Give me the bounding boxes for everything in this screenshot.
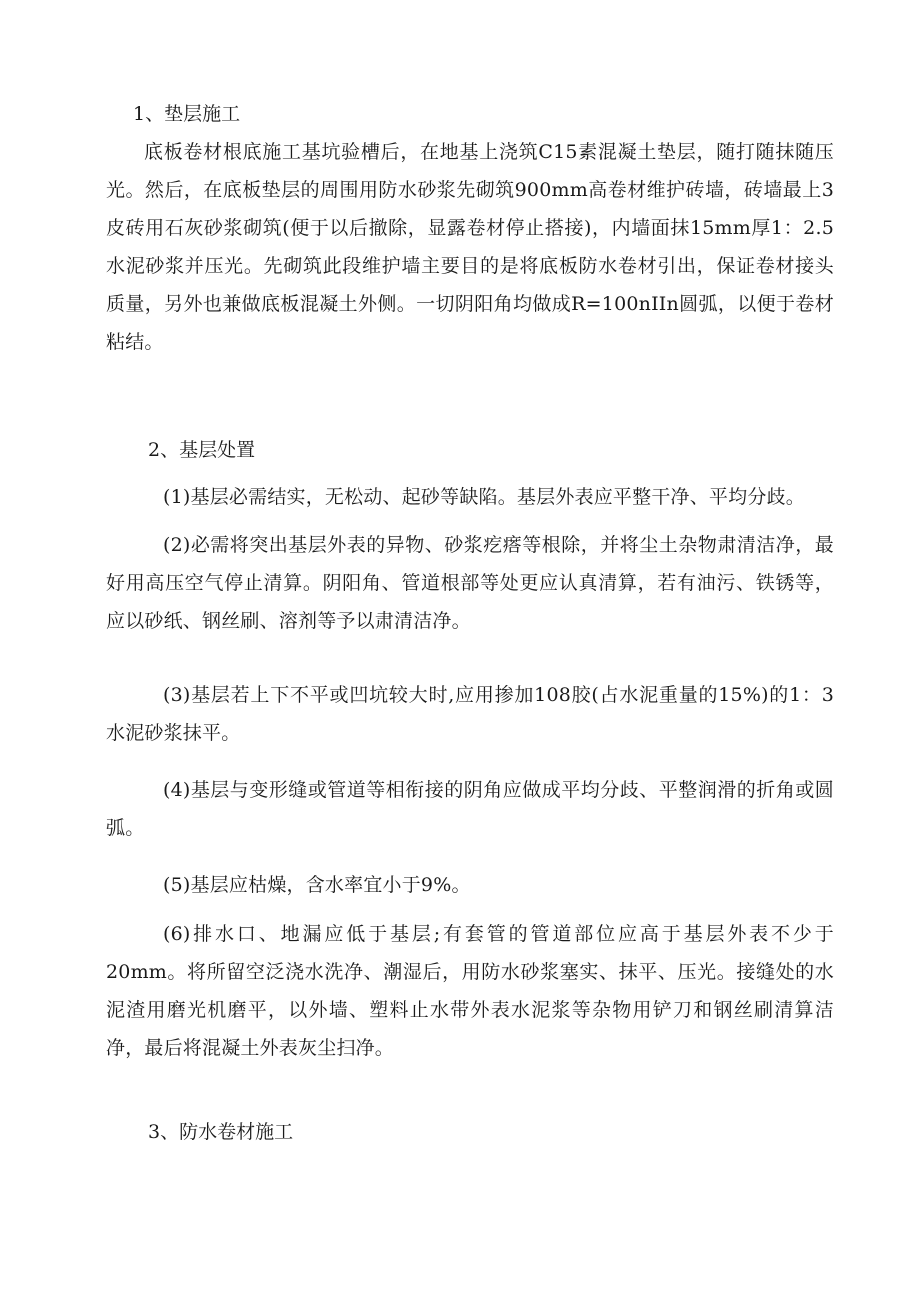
- section2-item-3: (3)基层若上下不平或凹坑较大时,应用掺加108胶(占水泥重量的15%)的1：3水泥砂浆抹平。: [106, 684, 834, 744]
- section2-item-5: (5)基层应枯燥，含水率宜小于9%。: [163, 874, 471, 896]
- section3-heading: 3、防水卷材施工: [148, 1121, 294, 1143]
- section2-item-4: (4)基层与变形缝或管道等相衔接的阴角应做成平均分歧、平整润滑的折角或圆弧。: [106, 779, 834, 839]
- section1-body: 底板卷材根底施工基坑验槽后，在地基上浇筑C15素混凝土垫层，随打随抹随压光。然后，在底板垫层的周围用防水砂浆先砌筑900mm高卷材维护砖墙，砖墙最上3皮砖用石灰砂浆砌筑(便于以后撤除，显露卷材停止搭接)，内墙面抹15mm厚1：2.5水泥砂浆并压光。先砌筑此段维护墙主要目的是将底板防水卷材引出，保证卷材接头质量，另外也兼做底板混凝土外侧。一切阴阳角均做成R=100nIIn圆弧，以便于卷材粘结。: [106, 141, 834, 353]
- section2-item-6: (6)排水口、地漏应低于基层;有套管的管道部位应高于基层外表不少于20mm。将所留空泛浇水洗净、潮湿后，用防水砂浆塞实、抹平、压光。接缝处的水泥渣用磨光机磨平，以外墙、塑料止水带外表水泥浆等杂物用铲刀和钢丝刷清算洁净，最后将混凝土外表灰尘扫净。: [106, 923, 834, 1059]
- section2-heading: 2、基层处置: [148, 439, 256, 461]
- section2-item-2: (2)必需将突出基层外表的异物、砂浆疙瘩等根除，并将尘土杂物肃清洁净，最好用高压空气停止清算。阴阳角、管道根部等处更应认真清算，若有油污、铁锈等，应以砂纸、钢丝刷、溶剂等予以肃清洁净。: [106, 534, 834, 632]
- section2-item-1: (1)基层必需结实，无松动、起砂等缺陷。基层外表应平整干净、平均分歧。: [163, 486, 805, 508]
- section1-heading: 1、垫层施工: [133, 103, 241, 125]
